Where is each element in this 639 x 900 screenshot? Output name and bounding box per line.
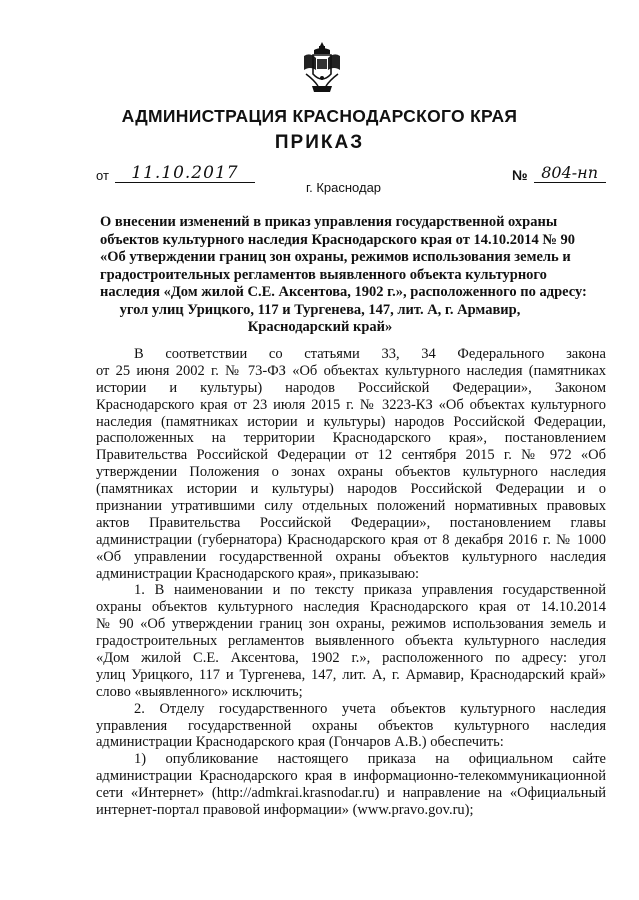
body-line: 2. Отделу государственного учета объектов культурного наследия <box>134 700 606 717</box>
title-line: угол улиц Урицкого, 117 и Тургенева, 147, лит. А, г. Армавир, <box>119 301 521 318</box>
title-line: Краснодарский край» <box>247 319 393 335</box>
body-line: градостроительных регламентов выявленного объекта культурного наследия <box>96 633 606 650</box>
body-line: «Об управлении государственной охраны объектов культурного наследия <box>96 548 606 565</box>
body-line: расположенных на территории Краснодарского края», постановлением <box>96 430 606 447</box>
body-line: интернет-портал правовой информации» (www.pravo.gov.ru); <box>96 802 474 819</box>
date-prefix: от <box>96 168 109 183</box>
title-line: объектов культурного наследия Краснодарского края от 14.10.2014 № 90 <box>100 231 576 248</box>
document-type: ПРИКАЗ <box>274 132 365 153</box>
body-line: истории и культуры) народов Российской Федерации», Законом <box>96 379 606 396</box>
body-line: № 90 «Об утверждении границ зон охраны, режимов использования земель и <box>96 616 606 633</box>
body-line: актов Правительства Российской Федерации», постановлением главы <box>96 514 606 531</box>
body-line: Краснодарского края от 23 июля 2015 г. № 3223-КЗ «Об объектах культурного <box>96 396 606 413</box>
title-line: наследия «Дом жилой С.Е. Аксентова, 1902 г.», расположенного по адресу: <box>100 284 587 300</box>
organization-name: АДМИНИСТРАЦИЯ КРАСНОДАРСКОГО КРАЯ <box>121 106 518 126</box>
body-line: 1. В наименовании и по тексту приказа управления государственной <box>134 582 606 599</box>
body-line: В соответствии со статьями 33, 34 Федерального закона <box>134 346 606 362</box>
body-line: администрации (губернатора) Краснодарского края от 8 декабря 2016 г. № 1000 <box>96 531 606 548</box>
number-prefix: № <box>512 167 528 183</box>
city-name: г. Краснодар <box>305 180 382 195</box>
body-line: улиц Урицкого, 117 и Тургенева, 147, лит. А, г. Армавир, Краснодарский край» <box>96 666 606 683</box>
document-body <box>96 346 606 819</box>
body-line: охраны объектов культурного наследия Краснодарского края от 14.10.2014 <box>96 599 606 616</box>
title-line: О внесении изменений в приказ управления государственной охраны <box>100 214 558 230</box>
body-line: «Дом жилой С.Е. Аксентова, 1902 г.», расположенного по адресу: угол <box>96 650 606 667</box>
body-line: сети «Интернет» (http://admkrai.krasnodar.ru) и направление на «Официальный <box>96 785 606 802</box>
handwritten-number: 804-нп <box>534 164 606 183</box>
title-line: градостроительных регламентов выявленного объекта культурного <box>100 266 547 283</box>
body-line: администрации Краснодарского края (Гончаров А.В.) обеспечить: <box>96 734 504 751</box>
body-line: администрации Краснодарского края», приказываю: <box>96 565 420 582</box>
body-line: Правительства Российской Федерации от 12 сентября 2015 г. № 972 «Об <box>96 447 606 464</box>
body-line: (памятниках истории и культуры) народов Российской Федерации и о <box>96 481 606 498</box>
coat-of-arms-emblem <box>300 40 344 94</box>
body-line: 1) опубликование настоящего приказа на официальном сайте <box>134 751 606 768</box>
body-line: наследия (памятниках истории и культуры) народов Российской Федерации, <box>96 413 606 430</box>
body-line: признании утратившими силу отдельных положений нормативных правовых <box>96 498 606 515</box>
body-line: управления государственной охраны объектов культурного наследия <box>96 717 606 734</box>
body-line: от 25 июня 2002 г. № 73-ФЗ «Об объектах культурного наследия (памятниках <box>96 362 606 379</box>
handwritten-date: 11.10.2017 <box>115 164 255 183</box>
body-line: утверждении Положения о зонах охраны объектов культурного наследия <box>96 464 606 481</box>
document-title <box>100 214 587 337</box>
title-line: «Об утверждении границ зон охраны, режимов использования земель и <box>100 249 571 265</box>
body-line: администрации Краснодарского края в информационно-телекоммуникационной <box>96 768 606 785</box>
body-line: слово «выявленного» исключить; <box>96 683 303 700</box>
